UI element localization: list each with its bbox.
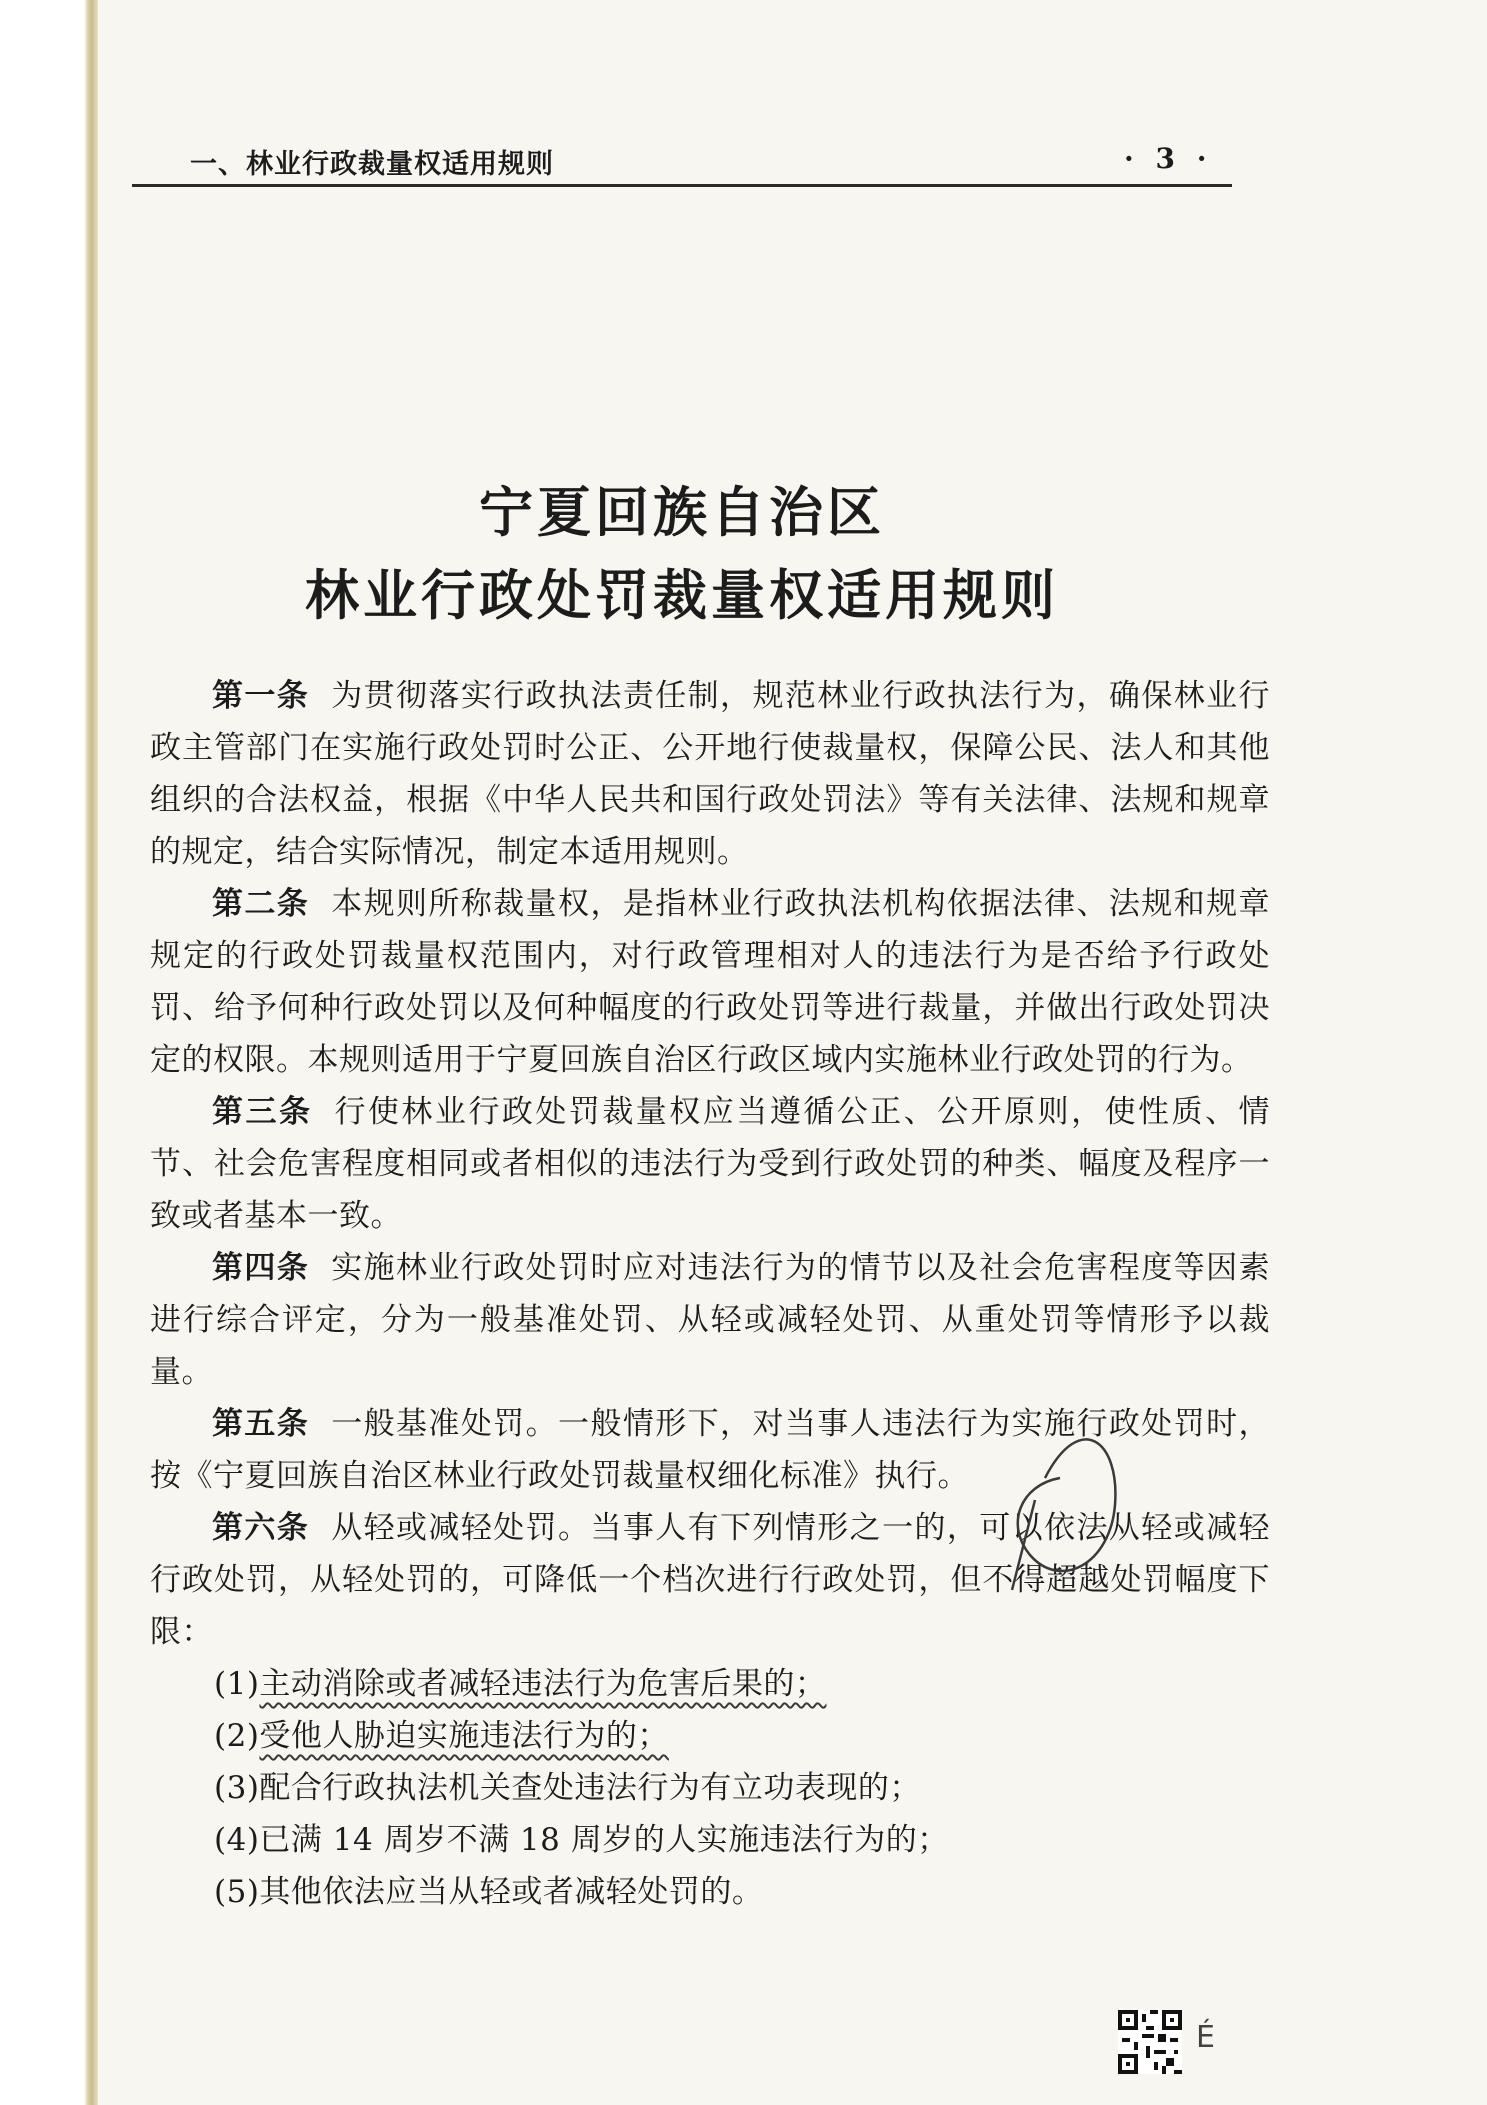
article-text: 行使林业行政处罚裁量权应当遵循公正、公开原则，使性质、情节、社会危害程度相同或者相似的违法行为受到行政处罚的种类、幅度及程序一致或者基本一致。: [150, 1094, 1271, 1234]
header-rule: [132, 184, 1232, 187]
article-1: [150, 670, 1270, 878]
list-item-text: 其他依法应当从轻或者减轻处罚的。: [259, 1874, 764, 1910]
article-label: 第二条: [212, 886, 310, 922]
article-text: 本规则所称裁量权，是指林业行政执法机构依据法律、法规和规章规定的行政处罚裁量权范围内，对行政管理相对人的违法行为是否给予行政处罚、给予何种行政处罚以及何种幅度的行政处罚等进行裁量，并做出行政处罚决定的权限。本规则适用于宁夏回族自治区行政区域内实施林业行政处罚的行为。: [150, 886, 1271, 1078]
article-5: [150, 1398, 1270, 1502]
article-6: [150, 1502, 1270, 1658]
article-label: 第四条: [212, 1250, 310, 1286]
list-item: [150, 1658, 1270, 1710]
article-4: [150, 1242, 1270, 1398]
qr-code-icon: [1118, 2010, 1182, 2074]
document-body: [150, 670, 1270, 1918]
article-label: 第六条: [212, 1510, 310, 1546]
list-item-number: (5): [214, 1874, 260, 1910]
list-item-text: 受他人胁迫实施违法行为的；: [259, 1718, 669, 1754]
list-item-number: (1): [214, 1666, 260, 1702]
document-title-line1: 宁夏回族自治区: [479, 480, 885, 544]
article-label: 第五条: [212, 1406, 310, 1442]
list-item-text: 已满 14 周岁不满 18 周岁的人实施违法行为的；: [259, 1822, 949, 1858]
list-item-number: (2): [214, 1718, 260, 1754]
article-2: [150, 878, 1270, 1086]
article-text: 一般基准处罚。一般情形下，对当事人违法行为实施行政处罚时，按《宁夏回族自治区林业行政处罚裁量权细化标准》执行。: [150, 1406, 1271, 1494]
list-item: [150, 1710, 1270, 1762]
list-item: [150, 1762, 1270, 1814]
trailing-character: É: [1196, 2020, 1215, 2055]
article-text: 从轻或减轻处罚。当事人有下列情形之一的，可以依法从轻或减轻行政处罚，从轻处罚的，可降低一个档次进行行政处罚，但不得超越处罚幅度下限：: [150, 1510, 1271, 1650]
list-item: [150, 1866, 1270, 1918]
list-item-number: (4): [214, 1822, 260, 1858]
article-text: 实施林业行政处罚时应对违法行为的情节以及社会危害程度等因素进行综合评定，分为一般基准处罚、从轻或减轻处罚、从重处罚等情形予以裁量。: [150, 1250, 1271, 1390]
page-number: · 3 ·: [1124, 142, 1213, 175]
article-3: [150, 1086, 1270, 1242]
list-item: [150, 1814, 1270, 1866]
page-binding-edge: [0, 0, 98, 2105]
list-item-text: 主动消除或者减轻违法行为危害后果的；: [259, 1666, 827, 1702]
article-label: 第一条: [212, 678, 310, 714]
article-text: 为贯彻落实行政执法责任制，规范林业行政执法行为，确保林业行政主管部门在实施行政处罚时公正、公开地行使裁量权，保障公民、法人和其他组织的合法权益，根据《中华人民共和国行政处罚法》等有关法律、法规和规章的规定，结合实际情况，制定本适用规则。: [150, 678, 1271, 870]
document-title-line2: 林业行政处罚裁量权适用规则: [305, 563, 1059, 627]
list-item-number: (3): [214, 1770, 260, 1806]
running-header-title: 一、林业行政裁量权适用规则: [190, 149, 554, 180]
article-label: 第三条: [212, 1094, 313, 1130]
list-item-text: 配合行政执法机关查处违法行为有立功表现的；: [259, 1770, 921, 1806]
